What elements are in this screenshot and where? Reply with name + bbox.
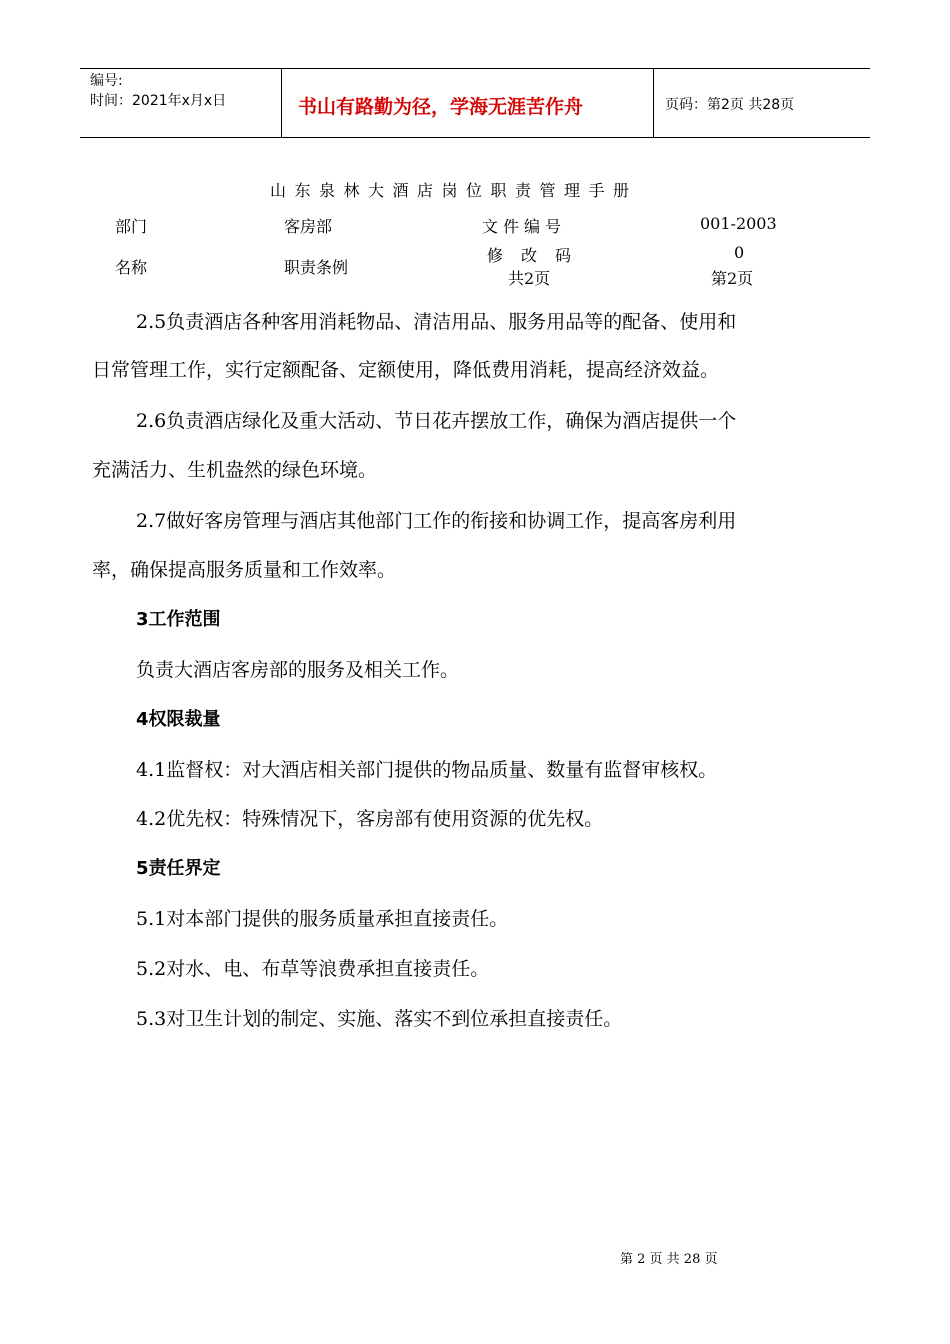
paragraph-2-5-line-2: 日常管理工作，实行定额配备、定额使用，降低费用消耗，提高经济效益。	[92, 359, 720, 381]
section-3-text: 负责大酒店客房部的服务及相关工作。	[136, 659, 460, 681]
section-5-heading: 5责任界定	[136, 858, 221, 879]
department-label: 部门	[115, 217, 148, 236]
paragraph-5-1: 5.1对本部门提供的服务质量承担直接责任。	[136, 908, 509, 930]
file-number-label: 文件编号	[482, 217, 567, 236]
name-label: 名称	[115, 258, 148, 277]
paragraph-2-6-line-1: 2.6负责酒店绿化及重大活动、节日花卉摆放工作，确保为酒店提供一个	[136, 410, 737, 432]
header-divider	[281, 69, 282, 137]
revision-code-label: 修改码	[487, 246, 590, 265]
section-3-heading: 3工作范围	[136, 609, 221, 630]
paragraph-2-7-line-2: 率，确保提高服务质量和工作效率。	[92, 559, 397, 581]
paragraph-2-6-line-2: 充满活力、生机盎然的绿色环境。	[92, 459, 378, 481]
paragraph-2-5-line-1: 2.5负责酒店各种客用消耗物品、清洁用品、服务用品等的配备、使用和	[136, 311, 737, 333]
current-page: 第2页	[711, 269, 754, 288]
paragraph-5-3: 5.3对卫生计划的制定、实施、落实不到位承担直接责任。	[136, 1008, 623, 1030]
paragraph-2-7-line-1: 2.7做好客房管理与酒店其他部门工作的衔接和协调工作，提高客房利用	[136, 510, 737, 532]
paragraph-4-1: 4.1监督权：对大酒店相关部门提供的物品质量、数量有监督审核权。	[136, 759, 718, 781]
file-number-value: 001-2003	[700, 214, 777, 233]
document-number-label: 编号:	[90, 73, 123, 89]
total-pages: 共2页	[508, 269, 551, 288]
footer-page-number: 第 2 页 共 28 页	[620, 1252, 718, 1267]
paragraph-5-2: 5.2对水、电、布草等浪费承担直接责任。	[136, 958, 490, 980]
header-motto: 书山有路勤为径，学海无涯苦作舟	[298, 96, 584, 118]
paragraph-4-2: 4.2优先权：特殊情况下，客房部有使用资源的优先权。	[136, 808, 604, 830]
name-value: 职责条例	[284, 258, 349, 277]
department-value: 客房部	[284, 217, 333, 236]
manual-title: 山东泉林大酒店岗位职责管理手册	[270, 181, 638, 200]
revision-code-value: 0	[734, 243, 745, 262]
document-time: 时间：2021年x月x日	[90, 93, 227, 109]
section-4-heading: 4权限裁量	[136, 709, 221, 730]
header-divider	[653, 69, 654, 137]
header-page-info: 页码：第2页 共28页	[665, 97, 795, 113]
